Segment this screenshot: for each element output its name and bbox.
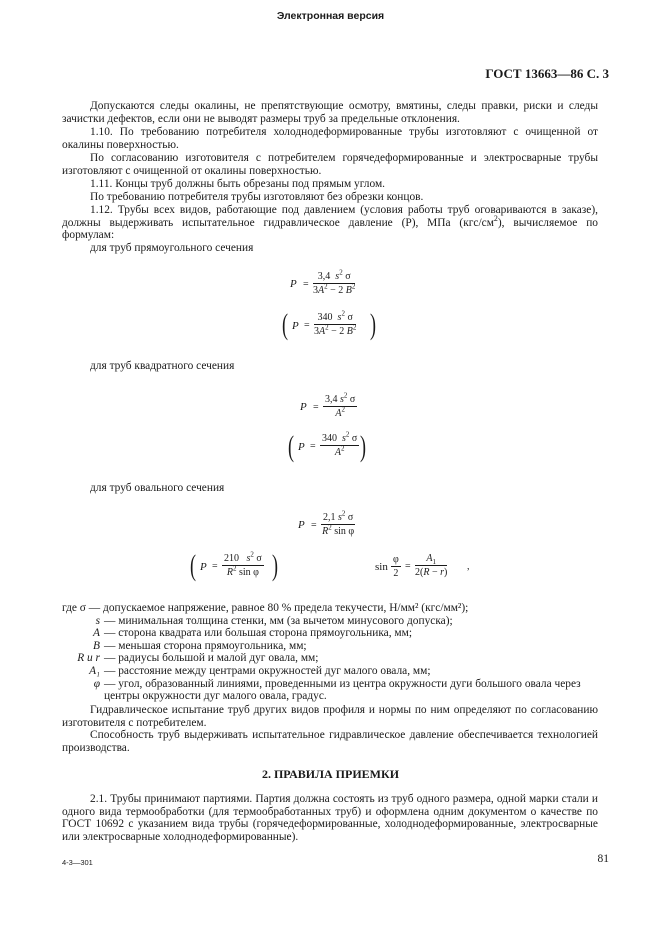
paragraph-scale-traces: Допускаются следы окалины, не препятствующие осмотру, вмятины, следы правки, риски и следы зачистки дефектов, если они не выводят размеры труб за предельные отклонения. [62,100,598,125]
p6-part-b: ), вычисляемое по формулам: [62,216,598,242]
legend-item: A₁ — расстояние между центрами окружностей дуг малого овала, мм; [89,664,431,677]
legend-item: φ — угол, образованный линиями, проведенными из центра окружности дуги большого овала через центры окружности дуг малого овала, градус. [93,677,581,703]
paragraph-other-profiles: Гидравлическое испытание труб других видов профиля и нормы по ним определяют по согласованию изготовителя с потребителем. [62,704,598,729]
footer-code: 4-3—301 [62,858,93,867]
paragraph-1-12: 1.12. Трубы всех видов, работающие под давлением (условия работы труб оговариваются в заказе), должны выдерживать испытательное гидравлическое давление (Р), МПа $(кгс/см^2)$, вычисляемое по формулам: [62,204,598,242]
legend-item: s — минимальная толщина стенки, мм (за вычетом минусового допуска); [95,614,453,627]
rect1-coef: 3,4 [317,271,331,282]
square2-coef: 340 [322,433,337,444]
legend-intro: где σ — допускаемое напряжение, равное 80 % предела текучести, Н/мм² (кгс/мм²); [62,602,469,614]
paragraph-capability: Способность труб выдерживать испытательное гидравлическое давление обеспечивается технологией производства. [62,729,598,754]
paragraph-1-11: 1.11. Концы труб должны быть обрезаны под прямым углом. [90,178,386,190]
rect2-coef: 340 [317,312,333,323]
oval1-coef: 2,1 [323,512,336,523]
legend-item: B — меньшая сторона прямоугольника, мм; [93,639,307,652]
p6-part-a: 1.12. Трубы всех видов, работающие под давлением (условия работы труб оговариваются в заказе), должны выдерживать испытательное гидравлическое давление (Р), МПа (кгс/см [62,204,598,229]
square1-coef: 3,4 [325,394,338,405]
standard-page-header: ГОСТ 13663—86 С. 3 [485,66,609,81]
paragraph-no-trim: По требованию потребителя трубы изготовляют без обрезки концов. [90,191,424,203]
caption-rectangular: для труб прямоугольного сечения [90,242,254,254]
paragraph-2-1: 2.1. Трубы принимают партиями. Партия должна состоять из труб одного размера, одной марки стали и одного вида термообработки (для термообработанных труб) и оформлена одним документом о качестве по ГОСТ 10692 с указанием вида трубы (горячедеформированные, холоднодеформированные, электросварные или электросварные холоднодеформированные). [62,793,598,843]
edition-label: Электронная версия [276,10,385,22]
legend [62,602,622,703]
paragraph-1-10: 1.10. По требованию потребителя холоднодеформированные трубы изготовляют с очищенной от окалины поверхностью. [62,126,598,151]
legend-item: A — сторона квадрата или большая сторона прямоугольника, мм; [93,627,413,640]
section-2-title: 2. ПРАВИЛА ПРИЕМКИ [261,767,400,781]
page-number: 81 [597,853,609,865]
paragraph-hot-deformed: По согласованию изготовителя с потребителем горячедеформированные и электросварные трубы изготовляют с очищенной от окалины поверхностью. [62,152,598,177]
caption-square: для труб квадратного сечения [90,360,235,372]
caption-oval: для труб овального сечения [90,482,225,494]
legend-item: R и r — радиусы большой и малой дуг овала, мм; [77,652,319,665]
oval2-coef: 210 [224,553,239,564]
